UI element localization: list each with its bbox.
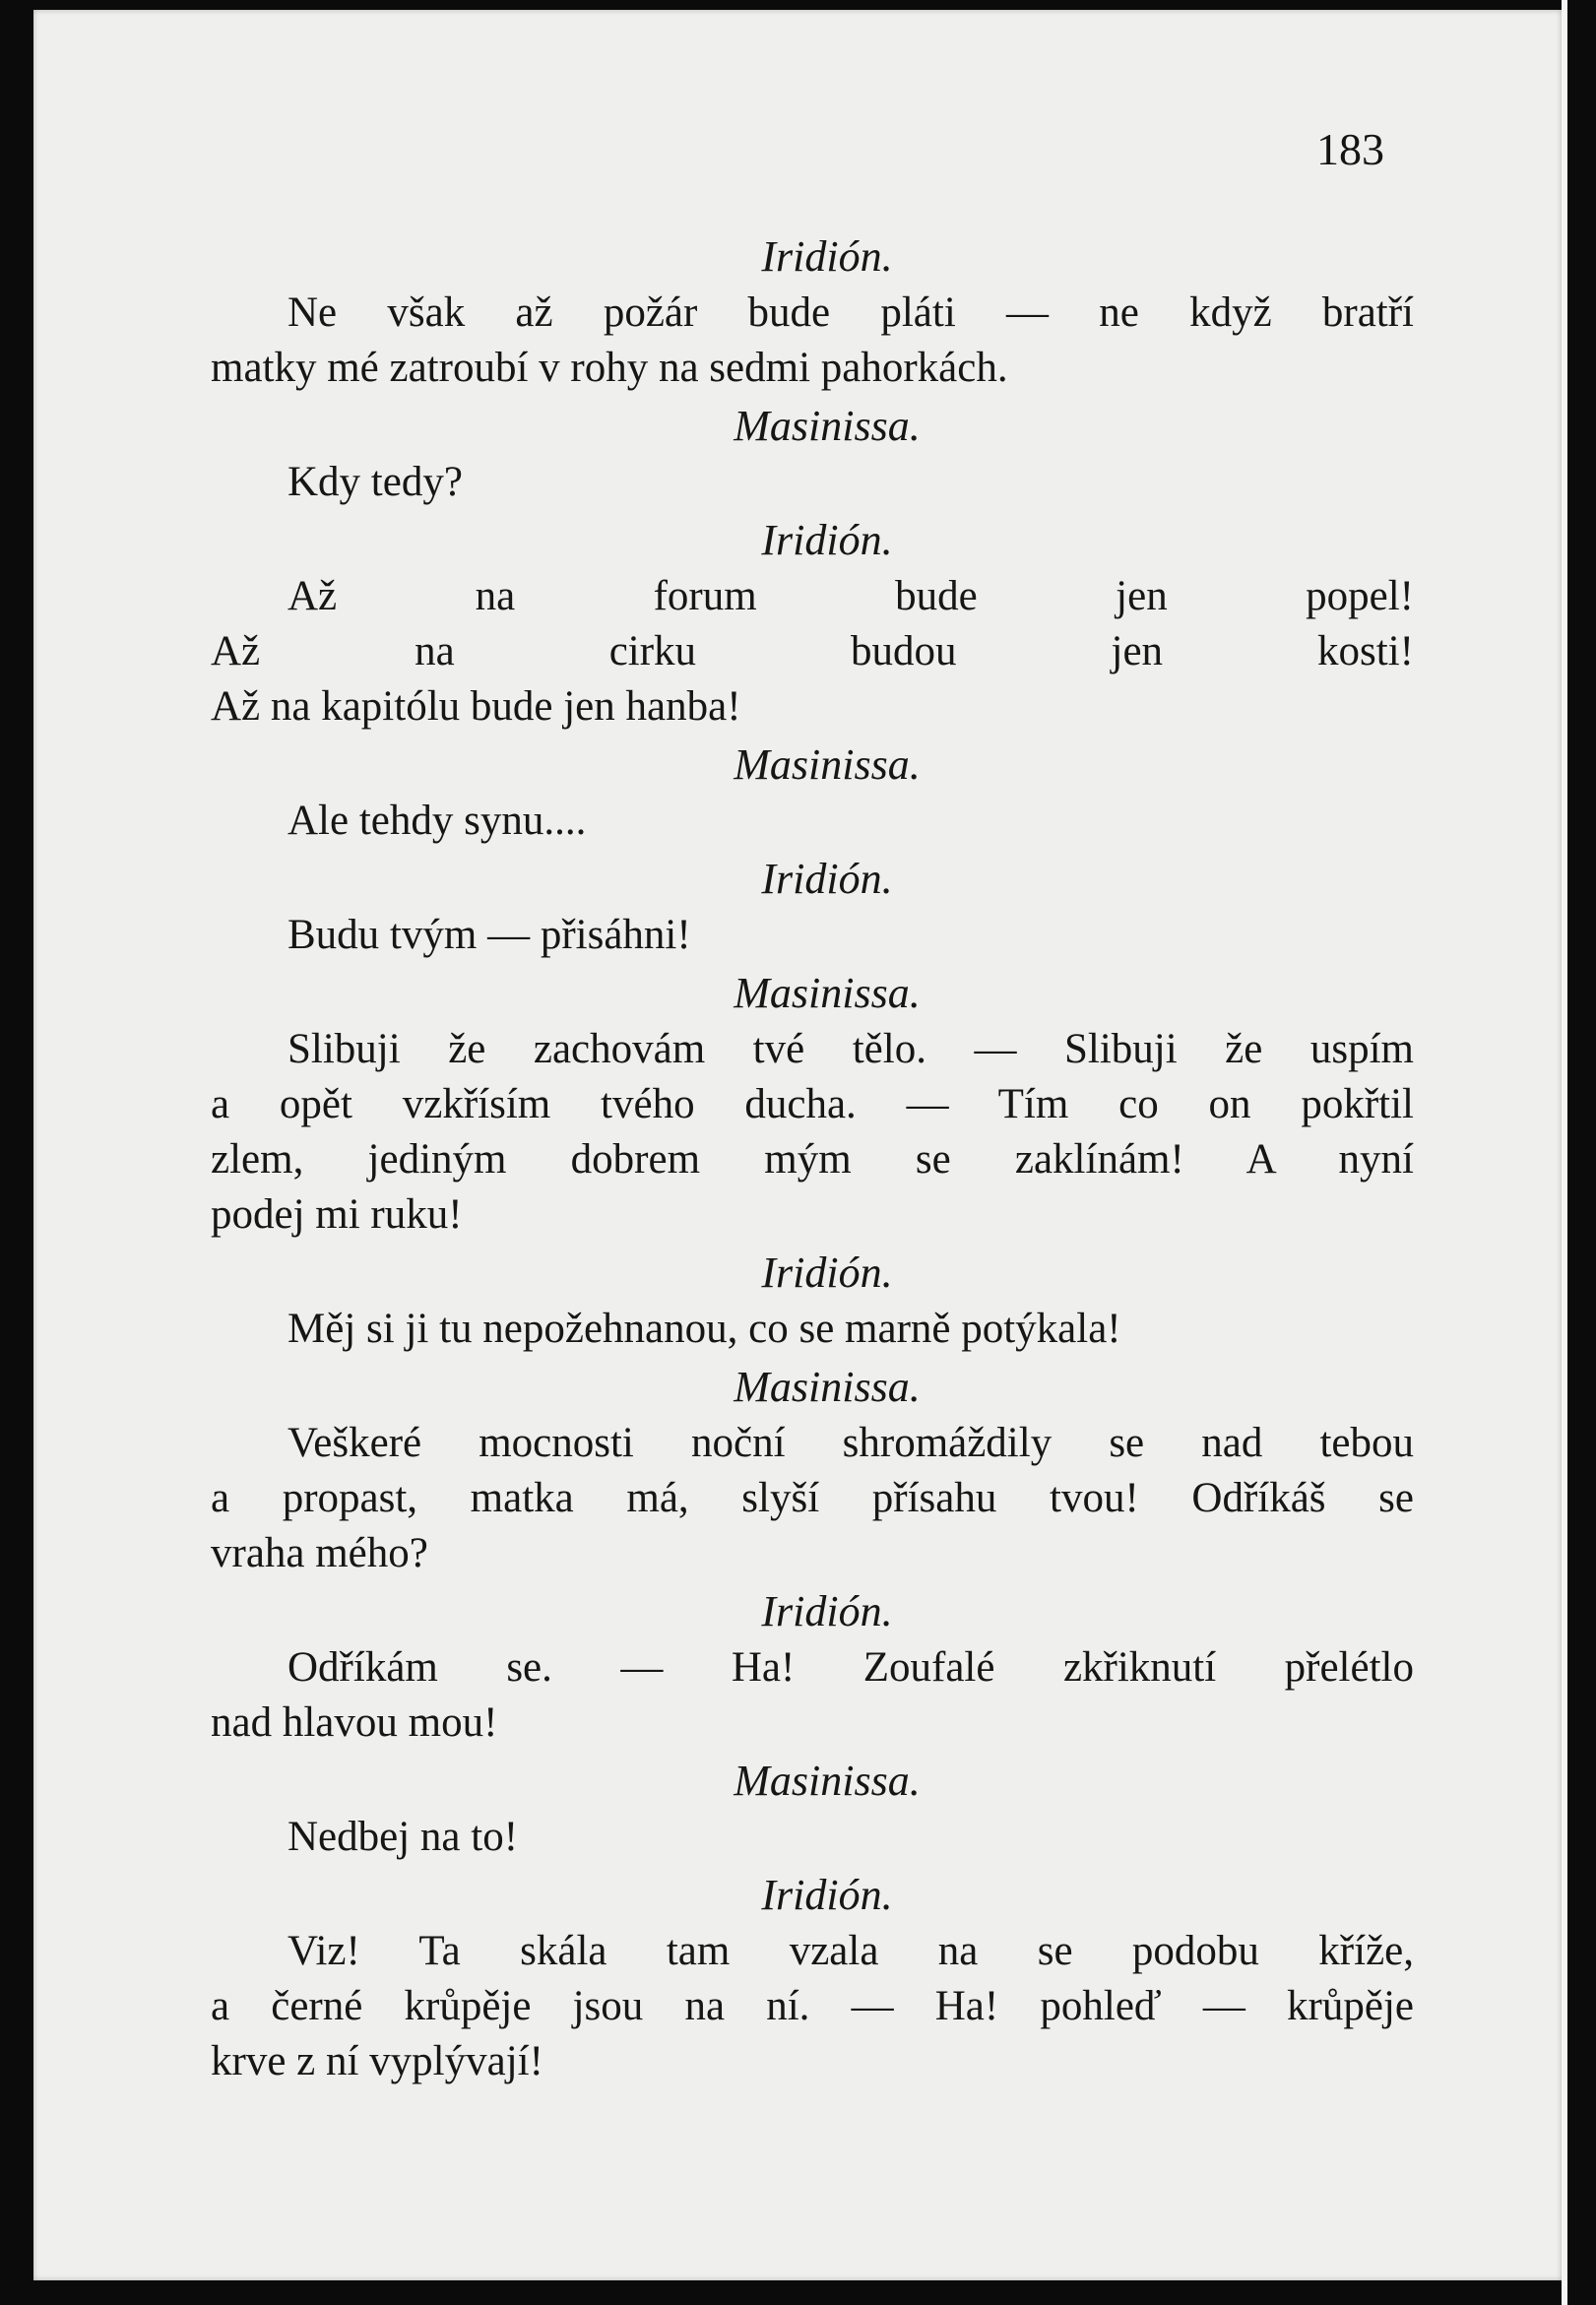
speaker-name: Masinissa. — [734, 1757, 921, 1805]
speech-paragraph — [211, 1810, 1414, 1865]
text-line: Až na cirku budou jen kosti! — [211, 628, 1414, 674]
speaker-name: Iridión. — [761, 516, 893, 564]
speaker-name: Iridión. — [761, 1249, 893, 1297]
text-line: a černé krůpěje jsou na ní. — Ha! pohleď — krůpěje — [211, 1983, 1414, 2029]
text-line: Nedbej na to! — [287, 1814, 519, 1860]
speaker-name: Iridión. — [761, 1871, 893, 1919]
speaker-name: Iridión. — [761, 232, 893, 281]
speech-paragraph — [211, 1924, 1414, 2089]
text-line: Měj si ji tu nepožehnanou, co se marně potýkala! — [287, 1306, 1121, 1352]
speaker-name: Masinissa. — [734, 402, 921, 450]
text-line: krve z ní vyplývají! — [211, 2038, 543, 2084]
text-line: nad hlavou mou! — [211, 1699, 498, 1746]
page-edge — [1562, 0, 1567, 2305]
text-line: Budu tvým — přisáhni! — [287, 912, 691, 958]
speech-paragraph — [211, 908, 1414, 963]
text-line: Ne však až požár bude pláti — ne když bratří — [287, 289, 1414, 336]
speech-paragraph — [211, 286, 1414, 396]
text-line: Slibuji že zachovám tvé tělo. — Slibuji že uspím — [287, 1026, 1414, 1072]
text-line: Ale tehdy synu.... — [287, 798, 587, 844]
text-line: vraha mého? — [211, 1530, 428, 1576]
text-line: podej mi ruku! — [211, 1191, 463, 1238]
text-line: zlem, jediným dobrem mým se zaklínám! A nyní — [211, 1136, 1414, 1183]
speech-paragraph — [211, 1640, 1414, 1751]
dialogue-text — [211, 228, 1414, 2091]
speaker-name: Masinissa. — [734, 740, 921, 789]
speech-paragraph — [211, 1416, 1414, 1581]
text-line: a opět vzkřísím tvého ducha. — Tím co on pokřtil — [211, 1081, 1414, 1127]
speech-paragraph — [211, 569, 1414, 735]
speech-paragraph — [211, 1302, 1414, 1357]
text-line: a propast, matka má, slyší přísahu tvou! Odříkáš se — [211, 1475, 1414, 1521]
speaker-name: Iridión. — [761, 855, 893, 903]
speaker-name: Iridión. — [761, 1587, 893, 1635]
text-line: Až na forum bude jen popel! — [287, 573, 1414, 619]
text-line: Odříkám se. — Ha! Zoufalé zkřiknutí přelétlo — [287, 1644, 1414, 1691]
speaker-name: Masinissa. — [734, 969, 921, 1017]
speaker-name: Masinissa. — [734, 1363, 921, 1411]
speech-paragraph — [211, 1022, 1414, 1243]
book-page — [33, 10, 1562, 2280]
text-line: Veškeré mocnosti noční shromáždily se nad tebou — [287, 1420, 1414, 1466]
text-line: Kdy tedy? — [287, 459, 463, 505]
text-line: Až na kapitólu bude jen hanba! — [211, 683, 741, 730]
speech-paragraph — [211, 455, 1414, 510]
text-line: Viz! Ta skála tam vzala na se podobu kříže, — [287, 1928, 1414, 1974]
text-line: matky mé zatroubí v rohy na sedmi pahorkách. — [211, 345, 1008, 391]
page-number: 183 — [1316, 124, 1384, 174]
speech-paragraph — [211, 794, 1414, 849]
